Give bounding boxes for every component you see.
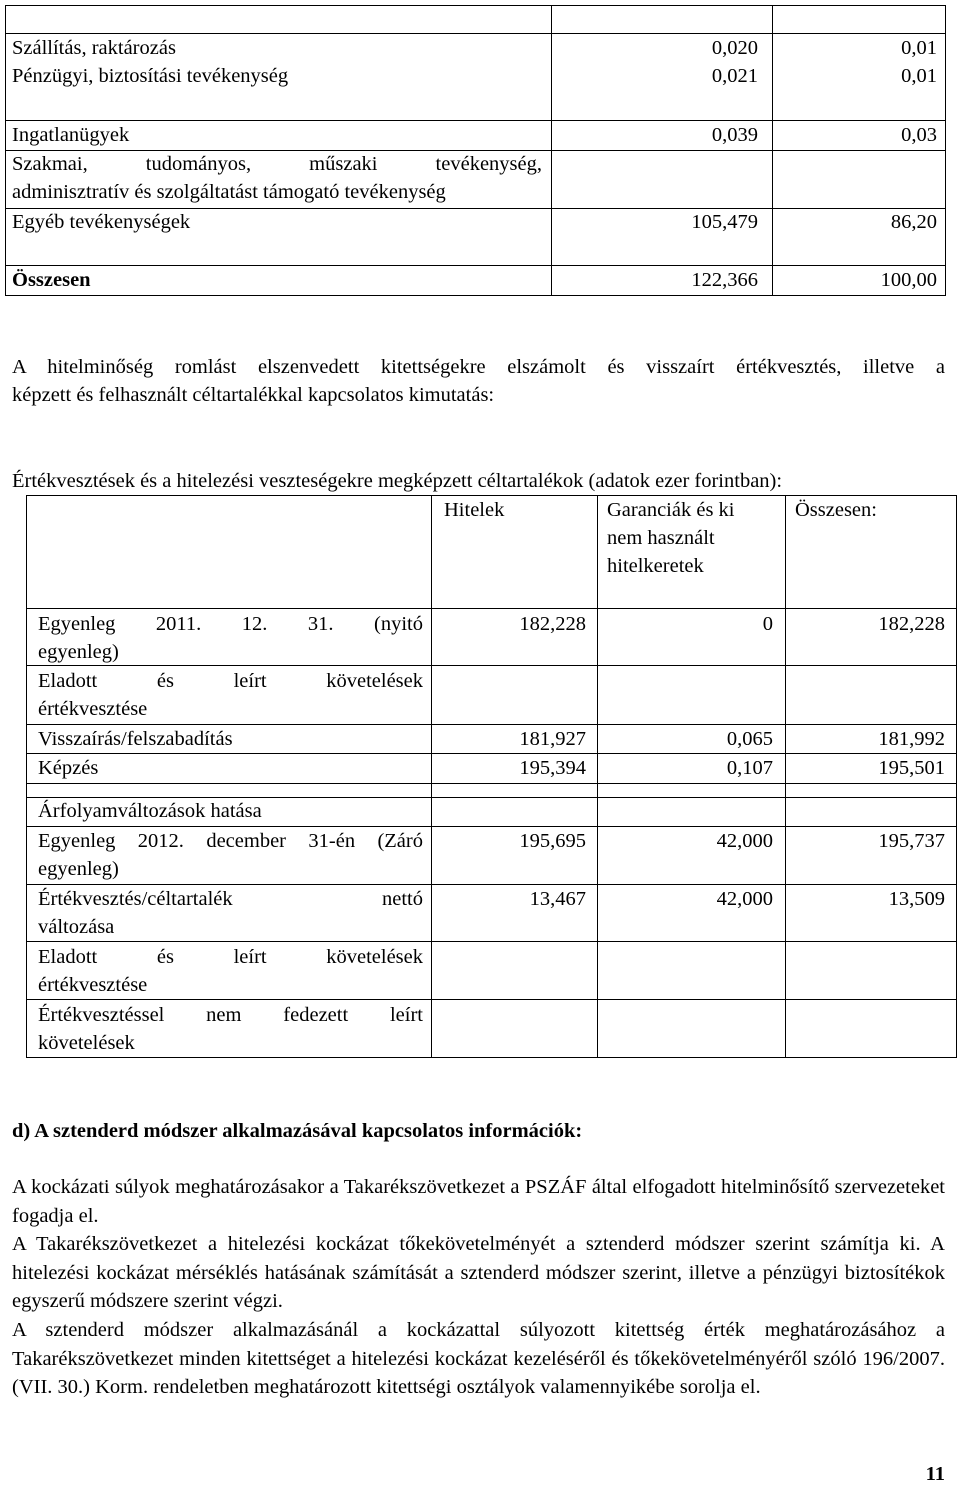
intro-line-2: képzett és felhasznált céltartalékkal kapcsolatos kimutatás: xyxy=(12,384,495,406)
cell-osszesen: 182,228 xyxy=(878,613,945,635)
total-pct: 100,00 xyxy=(880,269,937,291)
header-garanciak: hitelkeretek xyxy=(607,555,704,577)
cell-garancia: 0 xyxy=(762,613,773,635)
section-d-paragraph-1: A kockázati súlyok meghatározásakor a Takarékszövetkezet a PSZÁF által elfogadott hitelminősítő szervezeteket fogadja el. xyxy=(12,1176,945,1227)
row-label: Egyéb tevékenységek xyxy=(12,211,191,233)
cell-osszesen: 195,737 xyxy=(878,830,945,852)
cell-hitelek: 195,695 xyxy=(519,830,586,852)
cell-hitelek: 182,228 xyxy=(519,613,586,635)
cell-hitelek: 195,394 xyxy=(519,757,586,779)
row-pct: 0,01 xyxy=(901,65,937,87)
row-pct: 86,20 xyxy=(890,211,937,233)
row-label: Árfolyamváltozások hatása xyxy=(38,800,262,822)
section-d-paragraph-3: A sztenderd módszer alkalmazásánál a kockázattal súlyozott kitettség érték meghatározásához a Takarékszövetkezet minden kitettséget a hitelezési kockázat kezeléséről és tőkekövetelményéről szóló 196/2007. (VII. 30.) Korm. rendeletben meghatározott kitettségi osztályok valamennyikébe sorolja el. xyxy=(12,1319,945,1398)
row-label: követelések xyxy=(38,1032,135,1054)
intro-line-1: A hitelminőség romlást elszenvedett kitettségekre elszámolt és visszaírt értékvesztés, illetve a xyxy=(12,356,945,378)
cell-osszesen: 13,509 xyxy=(888,888,945,910)
row-label: Értékvesztés/céltartalék nettó xyxy=(38,888,423,910)
row-value: 0,020 xyxy=(711,37,758,59)
row-label: változása xyxy=(38,916,115,938)
total-label: Összesen xyxy=(12,269,91,291)
row-label: Szállítás, raktározás xyxy=(12,37,176,59)
row-label: egyenleg) xyxy=(38,641,119,663)
cell-osszesen: 181,992 xyxy=(878,728,945,750)
row-value: 0,039 xyxy=(711,124,758,146)
row-label: Eladott és leírt követelések xyxy=(38,670,423,692)
row-label: értékvesztése xyxy=(38,974,148,996)
row-value: 0,021 xyxy=(711,65,758,87)
cell-garancia: 0,065 xyxy=(726,728,773,750)
section-d-paragraph-2: A Takarékszövetkezet a hitelezési kockázat tőkekövetelményét a sztenderd módszer szerint számítja ki. A hitelezési kockázat mérséklés hatásának számítását a sztenderd módszer szerint, illetve a pénzügyi biztosítékok egyszerű módszere szerint végzi. xyxy=(12,1233,945,1312)
header-osszesen: Összesen: xyxy=(795,499,877,521)
row-label: Ingatlanügyek xyxy=(12,124,130,146)
section-d-heading: d) A sztenderd módszer alkalmazásával kapcsolatos információk: xyxy=(12,1120,583,1142)
cell-hitelek: 181,927 xyxy=(519,728,586,750)
cell-osszesen: 195,501 xyxy=(878,757,945,779)
row-label: Eladott és leírt követelések xyxy=(38,946,423,968)
header-garanciak: nem használt xyxy=(607,527,715,549)
row-label: Képzés xyxy=(38,757,99,779)
row-label: Egyenleg 2012. december 31-én (Záró xyxy=(38,830,423,852)
cell-garancia: 42,000 xyxy=(716,888,773,910)
header-garanciak: Garanciák és ki xyxy=(607,499,735,521)
row-label: Pénzügyi, biztosítási tevékenység xyxy=(12,65,289,87)
row-label: adminisztratív és szolgáltatást támogató tevékenység xyxy=(12,181,446,203)
page-number: 11 xyxy=(925,1463,945,1485)
row-label: Visszaírás/felszabadítás xyxy=(38,728,233,750)
cell-garancia: 42,000 xyxy=(716,830,773,852)
cell-garancia: 0,107 xyxy=(726,757,773,779)
row-pct: 0,01 xyxy=(901,37,937,59)
row-label: egyenleg) xyxy=(38,858,119,880)
cell-hitelek: 13,467 xyxy=(529,888,586,910)
row-label: Egyenleg 2011. 12. 31. (nyitó xyxy=(38,613,423,635)
total-value: 122,366 xyxy=(691,269,758,291)
header-hitelek: Hitelek xyxy=(444,499,505,521)
row-label: Értékvesztéssel nem fedezett leírt xyxy=(38,1004,423,1026)
row-label: értékvesztése xyxy=(38,698,148,720)
row-label: Szakmai, tudományos, műszaki tevékenység, xyxy=(12,153,542,175)
impairment-table-caption: Értékvesztések és a hitelezési veszteségekre megképzett céltartalékok (adatok ezer forintban): xyxy=(12,470,783,492)
row-pct: 0,03 xyxy=(901,124,937,146)
row-value: 105,479 xyxy=(691,211,758,233)
